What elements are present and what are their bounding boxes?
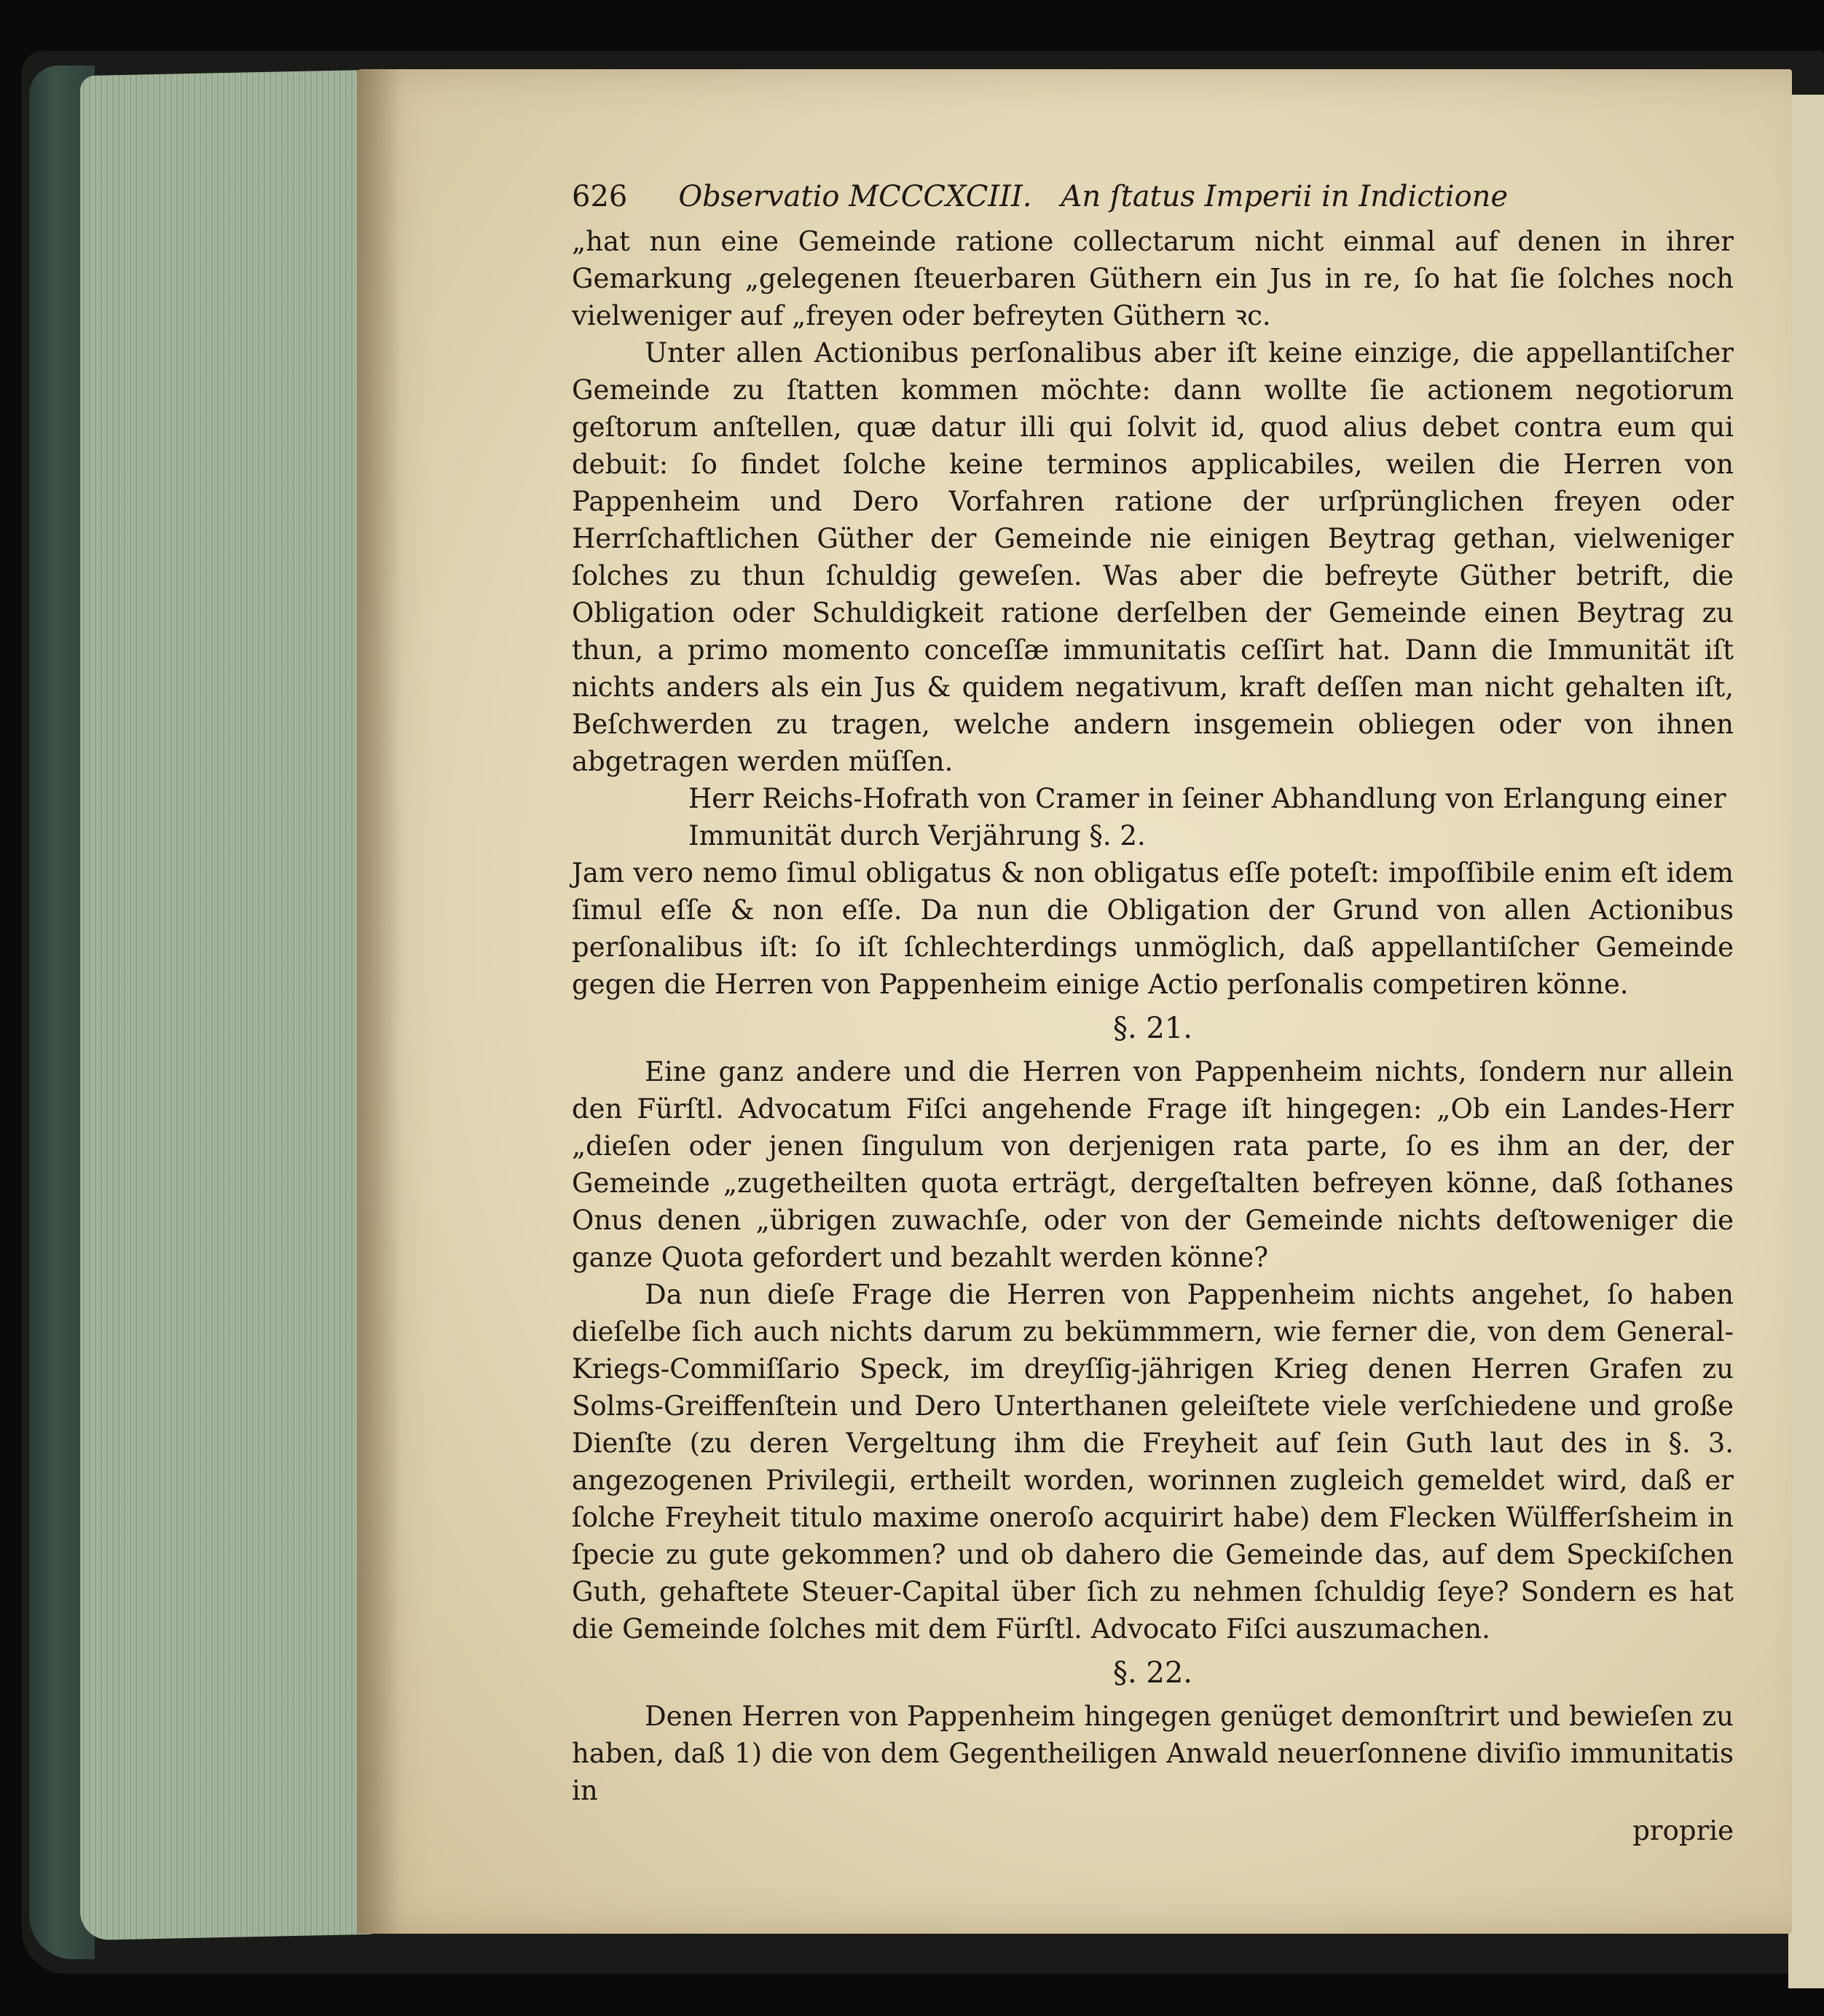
quote-paragraph: „hat nun eine Gemeinde ratione collectarum nicht einmal auf denen in ihrer Gemarkung „gelegenen ſteuerbaren Güthern ein Jus in re, ſo hat ſie ſolches noch vielweniger auf „freyen oder befreyten Güthern ꝛc. <box>572 226 1734 331</box>
paragraph-actiones: Unter allen Actionibus perſonalibus aber iſt keine einzige, die appellantiſcher Gemeinde zu ſtatten kommen möchte: dann wollte ſie actionem negotiorum geſtorum anſtellen, quæ datur illi qui ſolvit id, quod alius debet contra eum qui debuit: ſo findet ſolche keine terminos applicabiles, weilen die Herren von Pappenheim und Dero Vorfahren ratione der urſprünglichen freyen oder Herrſchaftlichen Güther der Gemeinde nie einigen Beytrag gethan, vielweniger ſolches zu thun ſchuldig geweſen. Was aber die befreyte Güther betrift, die Obligation oder Schuldigkeit ratione derſelben der Gemeinde einen Beytrag zu thun, a primo momento conceſſæ immunitatis ceſſirt hat. Dann die Immunität iſt nichts anders als ein Jus & quidem negativum, kraft deſſen man nicht gehalten iſt, Beſchwerden zu tragen, welche andern insgemein obliegen oder von ihnen abgetragen werden müſſen. <box>572 337 1734 777</box>
section-heading-21: §. 21. <box>1112 1012 1193 1045</box>
page-number: 626 <box>572 180 628 213</box>
paragraph-jam-vero: Jam vero nemo ſimul obligatus & non obligatus eſſe poteſt: impoſſibile enim eſt idem ſimul eſſe & non eſſe. Da nun die Obligation der Grund von allen Actionibus perſonalibus iſt: ſo iſt ſchlechterdings unmöglich, daß appellantiſcher Gemeinde gegen die Herren von Pappenheim einige Actio perſonalis competiren könne. <box>572 857 1734 1000</box>
page-gutter-shadow <box>357 69 401 1934</box>
citation: Herr Reichs-Hofrath von Cramer in ſeiner Abhandlung von Erlangung einer Immunität durch Verjährung §. 2. <box>688 783 1726 851</box>
running-header <box>572 178 1734 216</box>
paragraph-21-1: Eine ganz andere und die Herren von Pappenheim nichts, ſondern nur allein den Fürſtl. Advocatum Fiſci angehende Frage iſt hingegen: „Ob ein Landes-Herr „dieſen oder jenen ſingulum von derjenigen rata parte, ſo es ihm an der, der Gemeinde „zugetheilten quota erträgt, dergeſtalten befreyen könne, daß ſothanes Onus denen „übrigen zuwachſe, oder von der Gemeinde nichts deſtoweniger die ganze Quota gefordert und bezahlt werden könne? <box>572 1056 1734 1273</box>
section-heading-22: §. 22. <box>1112 1656 1193 1690</box>
paragraph-22-1: Denen Herren von Pappenheim hingegen genüget demonſtrirt und bewieſen zu haben, daß 1) die von dem Gegentheiligen Anwald neuerſonnene diviſio immunitatis in <box>572 1701 1734 1806</box>
page-content <box>572 178 1734 1849</box>
running-title: An ſtatus Imperii in Indictione <box>1061 180 1509 213</box>
facing-page-edge <box>1788 95 1824 1988</box>
paragraph-21-2: Da nun dieſe Frage die Herren von Pappenheim nichts angehet, ſo haben dieſelbe ſich auch nichts darum zu bekümmmern, wie ferner die, von dem General-Kriegs-Commiſſario Speck, im dreyſſig-jährigen Krieg denen Herren Grafen zu Solms-Greiffenſtein und Dero Unterthanen geleiſtete viele verſchiedene und große Dienſte (zu deren Vergeltung ihm die Freyheit auf ſein Guth laut des in §. 3. angezogenen Privilegii, ertheilt worden, worinnen zugleich gemeldet wird, daß er ſolche Freyheit titulo maxime oneroſo acquirirt habe) dem Flecken Wülfferſsheim in ſpecie zu gute gekommen? und ob dahero die Gemeinde das, auf dem Speckiſchen Guth, gehaftete Steuer-Capital über ſich zu nehmen ſchuldig ſeye? Sondern es hat die Gemeinde ſolches mit dem Fürſtl. Advocato Fiſci auszumachen. <box>572 1279 1734 1645</box>
observation-number: Observatio MCCCXCIII. <box>678 180 1032 213</box>
catchword: proprie <box>1632 1815 1734 1846</box>
page-edges <box>80 70 372 1940</box>
